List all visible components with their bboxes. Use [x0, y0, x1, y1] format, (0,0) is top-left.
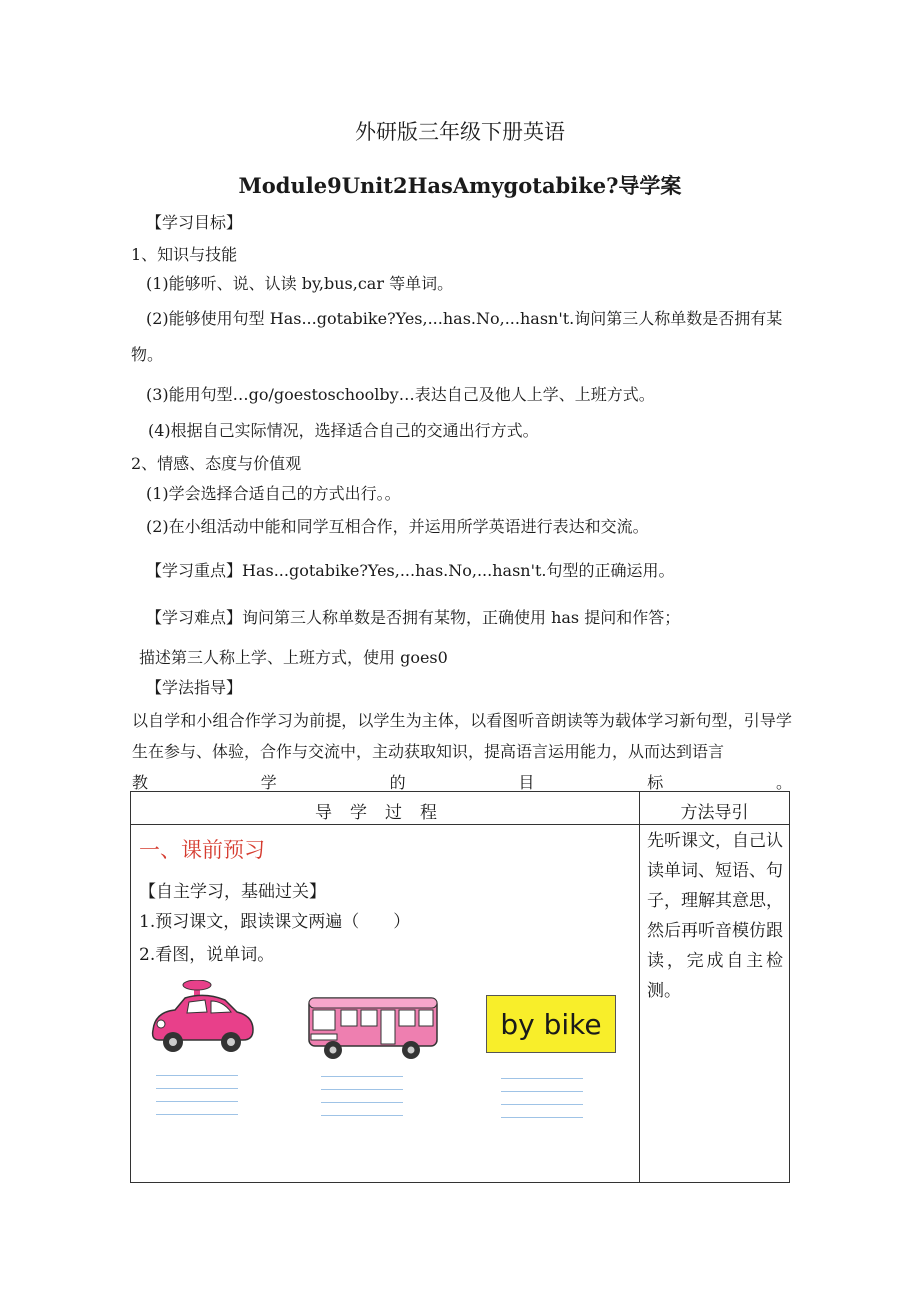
- objective-k4: (4)根据自己实际情况，选择适合自己的交通出行方式。: [148, 421, 539, 440]
- page-subtitle: Module9Unit2HasAmygotabike?导学案: [238, 173, 682, 198]
- answer-line[interactable]: [321, 1076, 403, 1077]
- self-study-heading: 【自主学习，基础过关】: [139, 882, 326, 902]
- method-body: 以自学和小组合作学习为前提，以学生为主体，以看图听音朗读等为载体学习新句型，引导学生在参与、体验，合作与交流中，主动获取知识，提高语言运用能力，从而达到语言: [132, 711, 792, 761]
- key-point: 【学习重点】Has...gotabike?Yes,...has.No,...hasn't.句型的正确运用。: [146, 561, 675, 580]
- col-header-method: 方法导引: [680, 803, 749, 823]
- objective-k3: (3)能用句型…go/goestoschoolby…表达自己及他人上学、上班方式。: [146, 385, 655, 404]
- col-header-process: 导学过程: [315, 803, 455, 823]
- objective-k2-cont: 物。: [131, 345, 164, 364]
- answer-line[interactable]: [501, 1104, 583, 1105]
- answer-line[interactable]: [156, 1075, 238, 1076]
- method-heading: 【学法指导】: [146, 678, 243, 697]
- objectives-heading: 【学习目标】: [146, 213, 243, 232]
- answer-line[interactable]: [321, 1089, 403, 1090]
- objective-e1: (1)学会选择合适自己的方式出行。。: [146, 484, 401, 503]
- answer-line[interactable]: [501, 1117, 583, 1118]
- task-item-1: 1.预习课文，跟读课文两遍（ ）: [139, 912, 411, 932]
- answer-line[interactable]: [156, 1114, 238, 1115]
- bus-image: [303, 992, 443, 1064]
- answer-line[interactable]: [156, 1101, 238, 1102]
- difficulty: 【学习难点】询问第三人称单数是否拥有某物，正确使用 has 提问和作答；: [146, 608, 681, 627]
- objective-k1: (1)能够听、说、认读 by,bus,car 等单词。: [146, 274, 454, 293]
- car-image: [145, 980, 257, 1060]
- answer-line[interactable]: [501, 1091, 583, 1092]
- task-item-2: 2.看图，说单词。: [139, 945, 275, 965]
- knowledge-heading: 1、知识与技能: [131, 245, 238, 264]
- section-title: 一、课前预习: [139, 838, 265, 862]
- answer-line[interactable]: [156, 1088, 238, 1089]
- page-title: 外研版三年级下册英语: [355, 120, 565, 144]
- difficulty-cont: 描述第三人称上学、上班方式，使用 goes0: [139, 648, 448, 667]
- answer-line[interactable]: [321, 1102, 403, 1103]
- emotion-heading: 2、情感、态度与价值观: [131, 454, 302, 473]
- answer-line[interactable]: [321, 1115, 403, 1116]
- method-last-line: 教 学 的 目 标 。: [132, 773, 792, 792]
- method-guide-text: 先听课文，自己认读单词、短语、句子，理解其意思，然后再听音模仿跟读，完成自主检测。: [647, 831, 783, 1001]
- answer-line[interactable]: [501, 1078, 583, 1079]
- objective-k2: (2)能够使用句型 Has...gotabike?Yes,...has.No,...hasn't.询问第三人称单数是否拥有某: [146, 309, 783, 328]
- guide-table: [130, 791, 790, 1183]
- objective-e2: (2)在小组活动中能和同学互相合作，并运用所学英语进行表达和交流。: [146, 517, 649, 536]
- by-bike-label: by bike: [486, 995, 616, 1053]
